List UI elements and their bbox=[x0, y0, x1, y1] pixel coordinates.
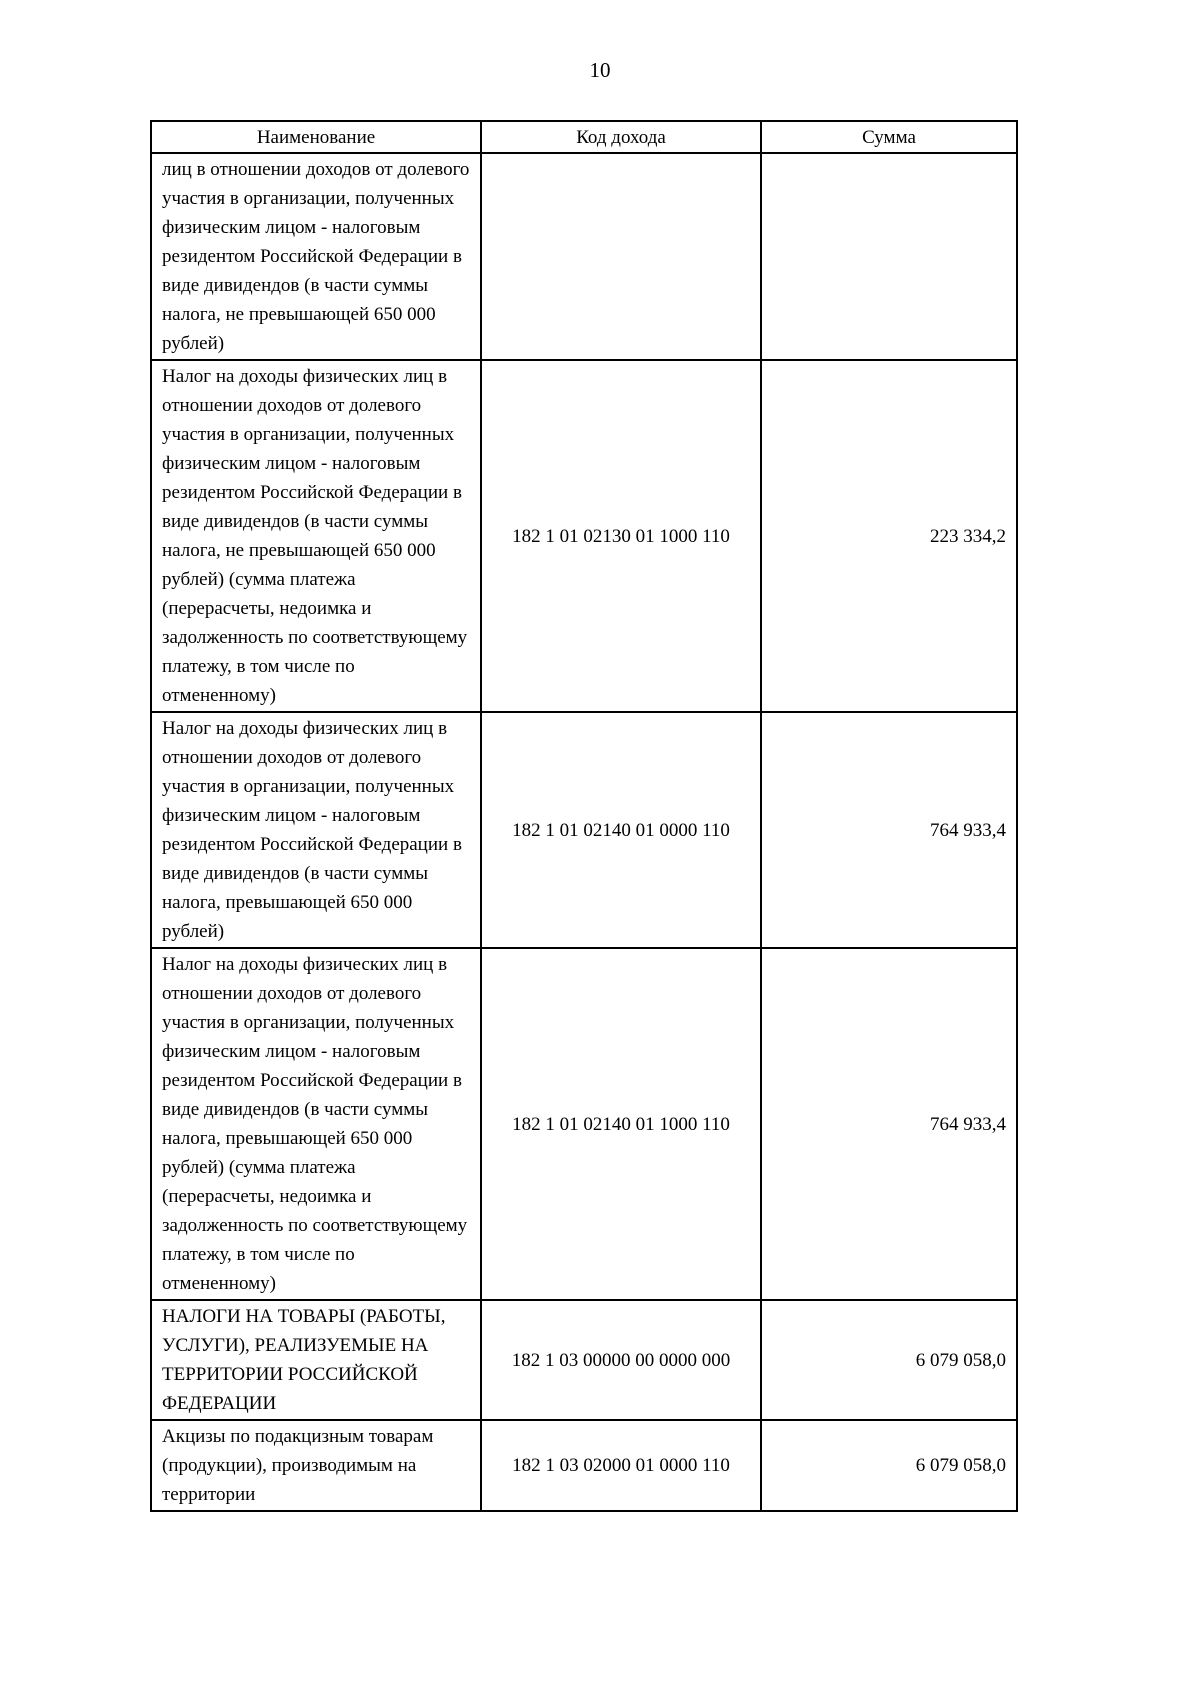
row-name-cell: Акцизы по подакцизным товарам (продукции), производимым на территории bbox=[151, 1420, 481, 1511]
row-name-cell: Налог на доходы физических лиц в отношении доходов от долевого участия в организации, полученных физическим лицом - налоговым резидентом Российской Федерации в виде дивидендов (в части суммы налога, не превышающей 650 000 рублей) (сумма платежа (перерасчеты, недоимка и задолженность по соответствующему платежу, в том числе по отмененному) bbox=[151, 360, 481, 712]
table-row bbox=[151, 712, 1017, 948]
row-code-cell: 182 1 01 02140 01 1000 110 bbox=[481, 948, 761, 1300]
column-header-sum: Сумма bbox=[761, 121, 1017, 153]
column-header-name: Наименование bbox=[151, 121, 481, 153]
page-number: 10 bbox=[589, 58, 611, 82]
row-sum-cell: 223 334,2 bbox=[761, 360, 1017, 712]
row-name-cell: лиц в отношении доходов от долевого участия в организации, полученных физическим лицом - налоговым резидентом Российской Федерации в виде дивидендов (в части суммы налога, не превышающей 650 000 рублей) bbox=[151, 153, 481, 360]
table-row bbox=[151, 1420, 1017, 1511]
header-row bbox=[151, 121, 1017, 153]
row-name-cell: НАЛОГИ НА ТОВАРЫ (РАБОТЫ, УСЛУГИ), РЕАЛИЗУЕМЫЕ НА ТЕРРИТОРИИ РОССИЙСКОЙ ФЕДЕРАЦИИ bbox=[151, 1300, 481, 1420]
table-row bbox=[151, 1300, 1017, 1420]
column-header-code: Код дохода bbox=[481, 121, 761, 153]
table-row bbox=[151, 153, 1017, 360]
row-code-cell: 182 1 01 02140 01 0000 110 bbox=[481, 712, 761, 948]
table-body bbox=[151, 153, 1017, 1511]
row-sum-cell: 764 933,4 bbox=[761, 948, 1017, 1300]
table-row bbox=[151, 948, 1017, 1300]
row-sum-cell: 6 079 058,0 bbox=[761, 1300, 1017, 1420]
row-code-cell: 182 1 01 02130 01 1000 110 bbox=[481, 360, 761, 712]
row-code-cell: 182 1 03 00000 00 0000 000 bbox=[481, 1300, 761, 1420]
row-sum-cell bbox=[761, 153, 1017, 360]
row-sum-cell: 6 079 058,0 bbox=[761, 1420, 1017, 1511]
table-row bbox=[151, 360, 1017, 712]
row-name-cell: Налог на доходы физических лиц в отношении доходов от долевого участия в организации, полученных физическим лицом - налоговым резидентом Российской Федерации в виде дивидендов (в части суммы налога, превышающей 650 000 рублей) bbox=[151, 712, 481, 948]
row-code-cell bbox=[481, 153, 761, 360]
row-code-cell: 182 1 03 02000 01 0000 110 bbox=[481, 1420, 761, 1511]
revenue-table bbox=[150, 120, 1018, 1512]
row-name-cell: Налог на доходы физических лиц в отношении доходов от долевого участия в организации, полученных физическим лицом - налоговым резидентом Российской Федерации в виде дивидендов (в части суммы налога, превышающей 650 000 рублей) (сумма платежа (перерасчеты, недоимка и задолженность по соответствующему платежу, в том числе по отмененному) bbox=[151, 948, 481, 1300]
row-sum-cell: 764 933,4 bbox=[761, 712, 1017, 948]
table-header bbox=[151, 121, 1017, 153]
